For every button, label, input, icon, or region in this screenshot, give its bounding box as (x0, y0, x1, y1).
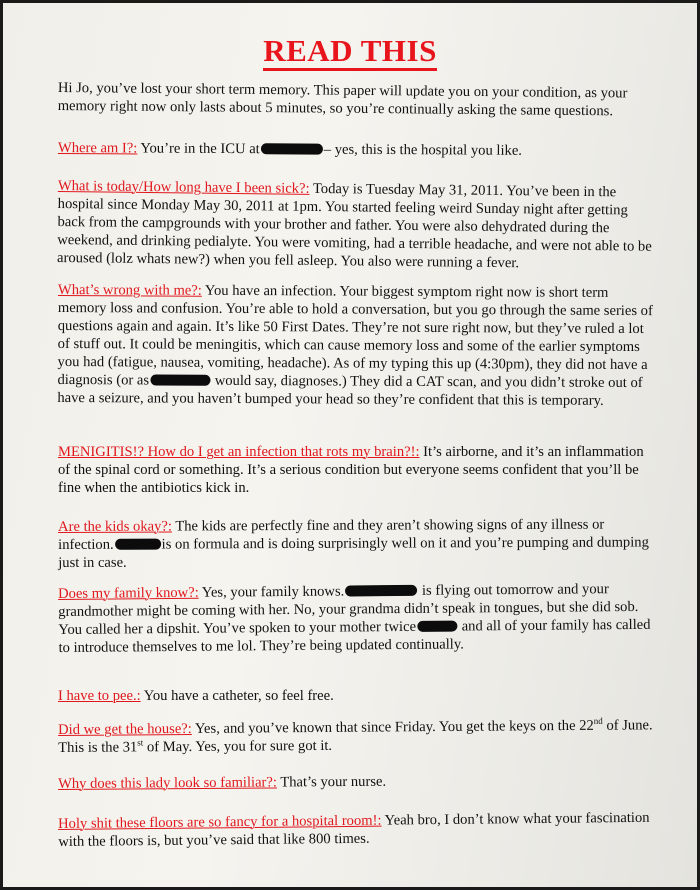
answer-text: It’s airborne, and it’s an inflammation of the spinal cord or something. It’s a serious condition but everyone seems confident that you’ll be fine when the antibiotics kick in. (58, 444, 644, 496)
intro-text: Hi Jo, you’ve lost your short term memory. This paper will update you on your condition, as your memory right now only lasts about 5 minutes, so you’re continually asking the same questions. (57, 79, 628, 120)
paper-sheet (3, 3, 697, 887)
question-heading: Where am I?: (57, 139, 138, 157)
ordinal-suffix: nd (593, 715, 603, 726)
question-heading: I have to pee.: (58, 688, 141, 704)
answer-text: would say, diagnoses.) They did a CAT scan, and you didn’t stroke out of have a seizure, and you haven’t bumped your head so they’re confident that this is temporary. (57, 372, 643, 409)
answer-text: Yeah bro, I don’t know what your fascination with the floors is, but you’ve said that like 800 times. (58, 809, 650, 850)
answer-text: You have an infection. Your biggest symptom right now is short term memory loss and confusion. You’re able to hold a conversation, but you go through the same series of questions again and again. It’s like 50 First Dates. They’re not sure right now, but they’ve ruled a lot of stuff out. It could be meningitis, which can cause memory loss and some of the earlier symptoms you had (fatigue, nausea, vomiting, headache). As of my typing this up (4:30pm), they did not have a diagnosis (or as (57, 282, 653, 389)
section-have-to-pee (58, 687, 658, 705)
question-heading: Does my family know?: (58, 584, 199, 602)
answer-text: You have a catheter, so feel free. (140, 688, 334, 704)
question-heading: Did we get the house?: (58, 720, 192, 738)
section-fancy-floors (58, 809, 658, 851)
redaction-mark (345, 585, 417, 597)
section-what-is-today (57, 177, 658, 274)
section-did-we-get-house (58, 716, 658, 757)
redaction-mark (417, 621, 457, 632)
question-heading: MENIGITIS!? How do I get an infection that rots my brain?!: (58, 444, 420, 460)
ordinal-suffix: st (137, 737, 144, 748)
section-lady-familiar (58, 771, 658, 793)
answer-text: That’s your nurse. (276, 773, 387, 791)
redaction-mark (261, 143, 323, 154)
answer-text: Yes, and you’ve known that since Friday. You get the keys on the 22 (191, 717, 594, 737)
section-where-am-i (58, 139, 658, 161)
answer-text: is flying out tomorrow and your grandmother might be coming with her. No, your grandma didn’t speak in tongues, but she did sob. You called her a dipshit. You’ve spoken to your mother twice (58, 581, 639, 638)
redaction-mark (150, 374, 210, 385)
question-heading: What’s wrong with me?: (57, 282, 202, 299)
answer-text: is on formula and is doing surprisingly well on it and you’re pumping and dumping just in case. (58, 534, 649, 571)
question-heading: Why does this lady look so familiar?: (58, 774, 277, 792)
section-family-know (58, 580, 659, 657)
answer-text: Yes, your family knows. (198, 583, 345, 601)
intro-paragraph (58, 79, 658, 121)
page-title: READ THIS (3, 33, 697, 69)
answer-text: Today is Tuesday May 31, 2011. You’ve been in the hospital since Monday May 30, 2011 at 1pm. You started feeling weird Sunday night after getting back from the campgrounds with your brother and father. You were also dehydrated during the weekend, and drinking pedialyte. You were vomiting, had a terrible headache, and were not able to be aroused (lolz whats new?) when you fell asleep. You also were running a fever. (56, 180, 652, 272)
section-kids-okay (58, 515, 658, 572)
answer-text: of June. This is the 31 (58, 717, 653, 756)
question-heading: What is today/How long have I been sick?: (57, 177, 310, 197)
section-meningitis (58, 443, 658, 497)
question-heading: Are the kids okay?: (58, 518, 172, 535)
answer-text: and all of your family has called to introduce themselves to me lol. They’re being updated continually. (58, 616, 651, 656)
question-heading: Holy shit these floors are so fancy for a hospital room!: (58, 812, 382, 832)
redaction-mark (115, 539, 161, 550)
answer-text: The kids are perfectly fine and they aren’t showing signs of any illness or infection. (58, 516, 605, 553)
answer-text: of May. Yes, you for sure got it. (143, 737, 333, 756)
answer-text: – yes, this is the hospital you like. (323, 141, 523, 159)
section-whats-wrong (57, 281, 658, 410)
answer-text: You’re in the ICU at (137, 140, 260, 158)
